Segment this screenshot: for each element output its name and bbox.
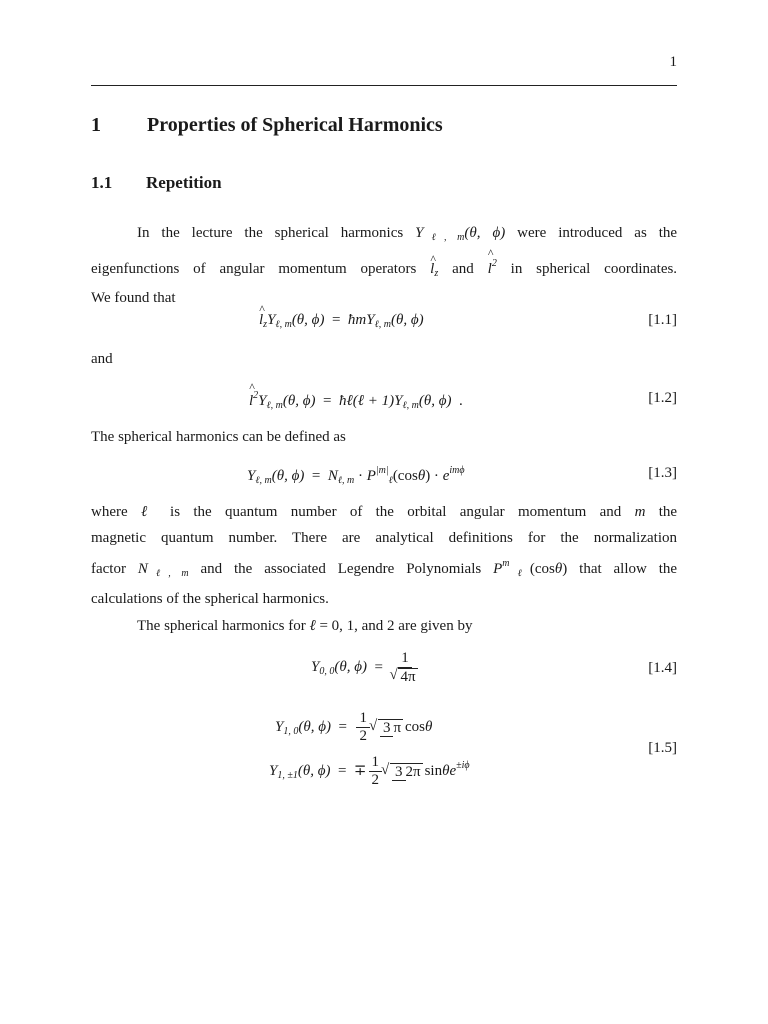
intro-paragraph: In the lecture the spherical harmonics $Y_{\ell, m}(\theta$, ϕ) were introduced as the eigenfunctions of angular momentum operators ^ $l_z$ and ^ $l^2$ in spherical coordinates. We found that (91, 221, 677, 312)
inline-math-l2: ^ $l^2$ (488, 251, 497, 283)
equation-tag-1-2: [1.2] (648, 390, 677, 406)
and-text: and (91, 351, 113, 367)
equation-1-3: $Y_{\ell, m}(\theta$, $\phi) = N_{\ell, m} \cdot P^{|m|}_\ell(\cos\theta) \cdot e^{im\phi}$ [1.3] (247, 465, 677, 486)
inline-math-ylm: $Y_{\ell, m}(\theta$, ϕ) (415, 225, 506, 243)
equation-tag-1-5: [1.5] (648, 740, 677, 756)
inline-math-lz: ^ $l_z$ (430, 257, 438, 287)
subsection-heading (91, 173, 222, 193)
section-heading (91, 114, 443, 137)
equation-tag-1-4: [1.4] (648, 660, 677, 676)
defined-text: The spherical harmonics can be defined as (91, 429, 346, 445)
given-text: The spherical harmonics for ℓ = 0, 1, and 2 are given by (137, 618, 473, 634)
subsection-title: Repetition (146, 173, 222, 192)
section-number: 1 (91, 114, 101, 136)
equation-1-5: $Y_{1, 0}(\theta$, ϕ) = $\frac{1}{2}$ √ 3 π cosθ $Y_{1, \pm 1}(\theta$, ϕ) = ∓ $\frac{1}{2}$ √ 3 2π sinθe$^{\pm i\phi}$ [1.5] (91, 710, 677, 800)
equation-tag-1-1: [1.1] (648, 312, 677, 328)
equation-1-2: ^ $l^2Y_{\ell, m}(\theta$, ϕ) = ħℓ(ℓ + $1)Y_{\ell, m}(\theta$, ϕ) . [1.2] (91, 390, 677, 420)
equation-tag-1-3: [1.3] (648, 465, 677, 481)
definitions-paragraph: where ℓ is the quantum number of the orbital angular momentum and m the magnetic quantum number. There are analytical definitions for the normalization factor $N_{\ell, m}$ and the associated Legendre Polynomials $P^m_\ell(\cos\theta)$ that allow the calculations of the spherical harmonics. (91, 504, 678, 607)
equation-1-1: ^ $l_zY_{\ell, m}(\theta$, ϕ) = ħmY$_{\ell, m}$(θ, ϕ) [1.1] (91, 312, 677, 342)
equation-1-4: $Y_{0, 0}(\theta$, ϕ) = 1 √ 4π [1.4] (91, 650, 677, 694)
section-title: Properties of Spherical Harmonics (147, 114, 443, 136)
page-number: 1 (669, 54, 677, 70)
header-rule (91, 85, 677, 86)
subsection-number: 1.1 (91, 173, 113, 192)
